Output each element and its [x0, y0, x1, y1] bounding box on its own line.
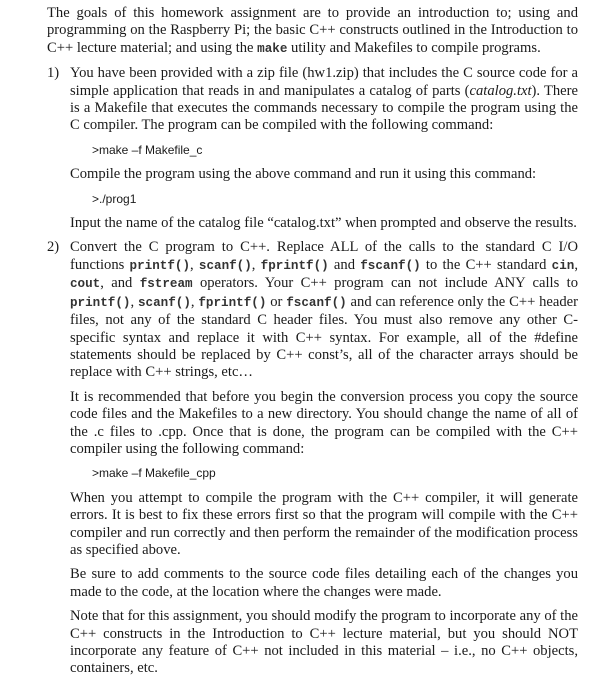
- inline-code: fprintf(): [260, 258, 329, 273]
- inline-code: cout: [70, 277, 101, 292]
- paragraph: [70, 166, 578, 183]
- text-run: ,: [130, 293, 138, 310]
- inline-code: scanf(): [198, 258, 252, 273]
- paragraph: [70, 566, 578, 601]
- inline-code: fstream: [139, 277, 193, 292]
- command-line: >make –f Makefile_c: [92, 142, 203, 157]
- text-run: It is recommended that before you begin the conversion process you copy the source code files and the Makefiles to a new directory. You should change the name of all of the .c files to .cpp. Once that is done, the program can be compiled with the C++ compiler using the following command:: [70, 388, 578, 457]
- text-run: and can reference only the C++ header files, not any of the standard C header files. You must also remove any other C-specific syntax and replace it with C++ syntax. For example, all of the #define statements should be replaced by C++ const’s, all of the character arrays should be replace with C++ strings, etc…: [70, 293, 579, 381]
- list-number: 2): [47, 239, 60, 256]
- text-run: Note that for this assignment, you should modify the program to incorporate any of the C++ constructs in the Introduction to C++ lecture material, but you should NOT incorporate any feature of C++ not included in this material – i.e., no C++ objects, containers, etc.: [70, 608, 578, 677]
- paragraph: [70, 215, 578, 232]
- text-run: to the C++ standard: [420, 256, 552, 273]
- text-run: Input the name of the catalog file “catalog.txt” when prompted and observe the results.: [70, 215, 577, 232]
- text-run: ). There is a Makefile that executes the commands necessary to compile the program using the C compiler. The program can be compiled with the following command:: [70, 82, 578, 134]
- text-run: or: [266, 293, 287, 310]
- text-run: The goals of this homework assignment are to provide an introduction to; using and programming on the Raspberry Pi; the basic C++ constructs outlined in the Introduction to C++ lecture material; and using the: [47, 5, 578, 56]
- text-run: You have been provided with a zip file (hw1.zip) that includes the C source code for a simple application that reads in and manipulates a catalog of parts (: [70, 65, 578, 99]
- italic-text: catalog.txt: [469, 82, 532, 99]
- inline-code: fprintf(): [198, 295, 267, 310]
- numbered-list: [47, 65, 578, 678]
- text-run: ,: [251, 256, 261, 273]
- text-run: , and: [100, 275, 140, 292]
- inline-code: fscanf(): [286, 295, 347, 310]
- text-run: Be sure to add comments to the source code files detailing each of the changes you made to the code, at the location where the changes were made.: [70, 566, 578, 600]
- paragraph: [70, 65, 578, 135]
- command-line: >make –f Makefile_cpp: [92, 466, 216, 481]
- text-run: utility and Makefiles to compile programs.: [287, 39, 541, 56]
- list-item-1: [47, 65, 578, 232]
- paragraph: [70, 608, 578, 678]
- list-item-2: [47, 239, 578, 677]
- paragraph: [70, 239, 578, 381]
- inline-code: fscanf(): [360, 258, 421, 273]
- text-run: When you attempt to compile the program with the C++ compiler, it will generate errors. It is best to fix these errors first so that the program will compile with the C++ compiler and run correctly and then perform the remainder of the modification process as specified above.: [70, 489, 578, 558]
- text-run: ,: [574, 256, 578, 273]
- paragraph: [70, 389, 578, 459]
- assignment-document: [47, 5, 578, 685]
- text-run: ,: [190, 293, 199, 310]
- intro-paragraph: [47, 5, 578, 58]
- inline-code: scanf(): [137, 295, 191, 310]
- text-run: Compile the program using the above command and run it using this command:: [70, 166, 537, 183]
- text-run: ,: [190, 256, 199, 273]
- inline-code: printf(): [129, 258, 191, 273]
- list-number: 1): [47, 65, 60, 82]
- inline-code: make: [257, 41, 288, 56]
- inline-code: cin: [551, 258, 575, 273]
- text-run: and: [328, 256, 361, 273]
- command-line: >./prog1: [92, 191, 137, 206]
- text-run: Convert the C program to C++. Replace ALL of the calls to the standard C I/O functions: [70, 239, 578, 273]
- paragraph: [70, 490, 578, 560]
- text-run: operators. Your C++ program can not include ANY calls to: [192, 275, 578, 292]
- inline-code: printf(): [70, 295, 131, 310]
